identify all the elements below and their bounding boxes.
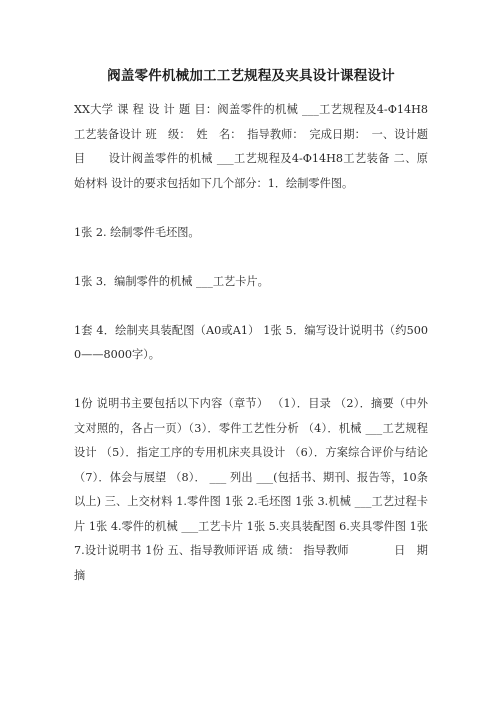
paragraph-spacer — [74, 196, 428, 221]
paragraph-spacer — [74, 368, 428, 393]
paragraph-fixture-assembly: 1套 4．绘制夹具装配图（A0或A1） 1张 5．编写设计说明书（约5000——8000字）。 — [74, 323, 428, 361]
paragraph-spacer — [74, 294, 428, 319]
paragraph-spacer — [74, 245, 428, 270]
paragraph-course-info: XX大学 课 程 设 计 题 目：阀盖零件的机械 ___工艺规程及4-Φ14H8工艺装备设计 班 级： 姓 名： 指导教师： 完成日期： 一、设计题目 设计阀盖零件的机械 ___工艺规程及4-Φ14H8工艺装备 二、原始材料 设计的要求包括如下几个部分：1．绘制零件图。 — [74, 103, 428, 190]
paragraph-manual-contents: 1份 说明书主要包括以下内容（章节） （1）．目录 （2）．摘要（中外文对照的，各占一页）（3）．零件工艺性分析 （4）．机械 ___工艺规程设计 （5）．指定工序的专用机床夹具设计 （6）．方案综合评价与结论 （7）．体会与展望 （8）． ___ 列出 ___(包括书、期刊、报告等，10条以上) 三、上交材料 1.零件图 1张 2.毛坯图 1张 3.机械 ___工艺过程卡片 1张 4.零件的机械 ___工艺卡片 1张 5.夹具装配图 6.夹具零件图 1张 7.设计说明书 1份 五、指导教师评语 成 绩： 指导教师 日 期 摘 — [74, 397, 473, 582]
paragraph-blank-drawing: 1张 2. 绘制零件毛坯图。 — [74, 225, 200, 239]
paragraph-process-card: 1张 3．编制零件的机械 ___工艺卡片。 — [74, 274, 269, 288]
document-title: 阀盖零件机械加工工艺规程及夹具设计课程设计 — [107, 68, 395, 84]
